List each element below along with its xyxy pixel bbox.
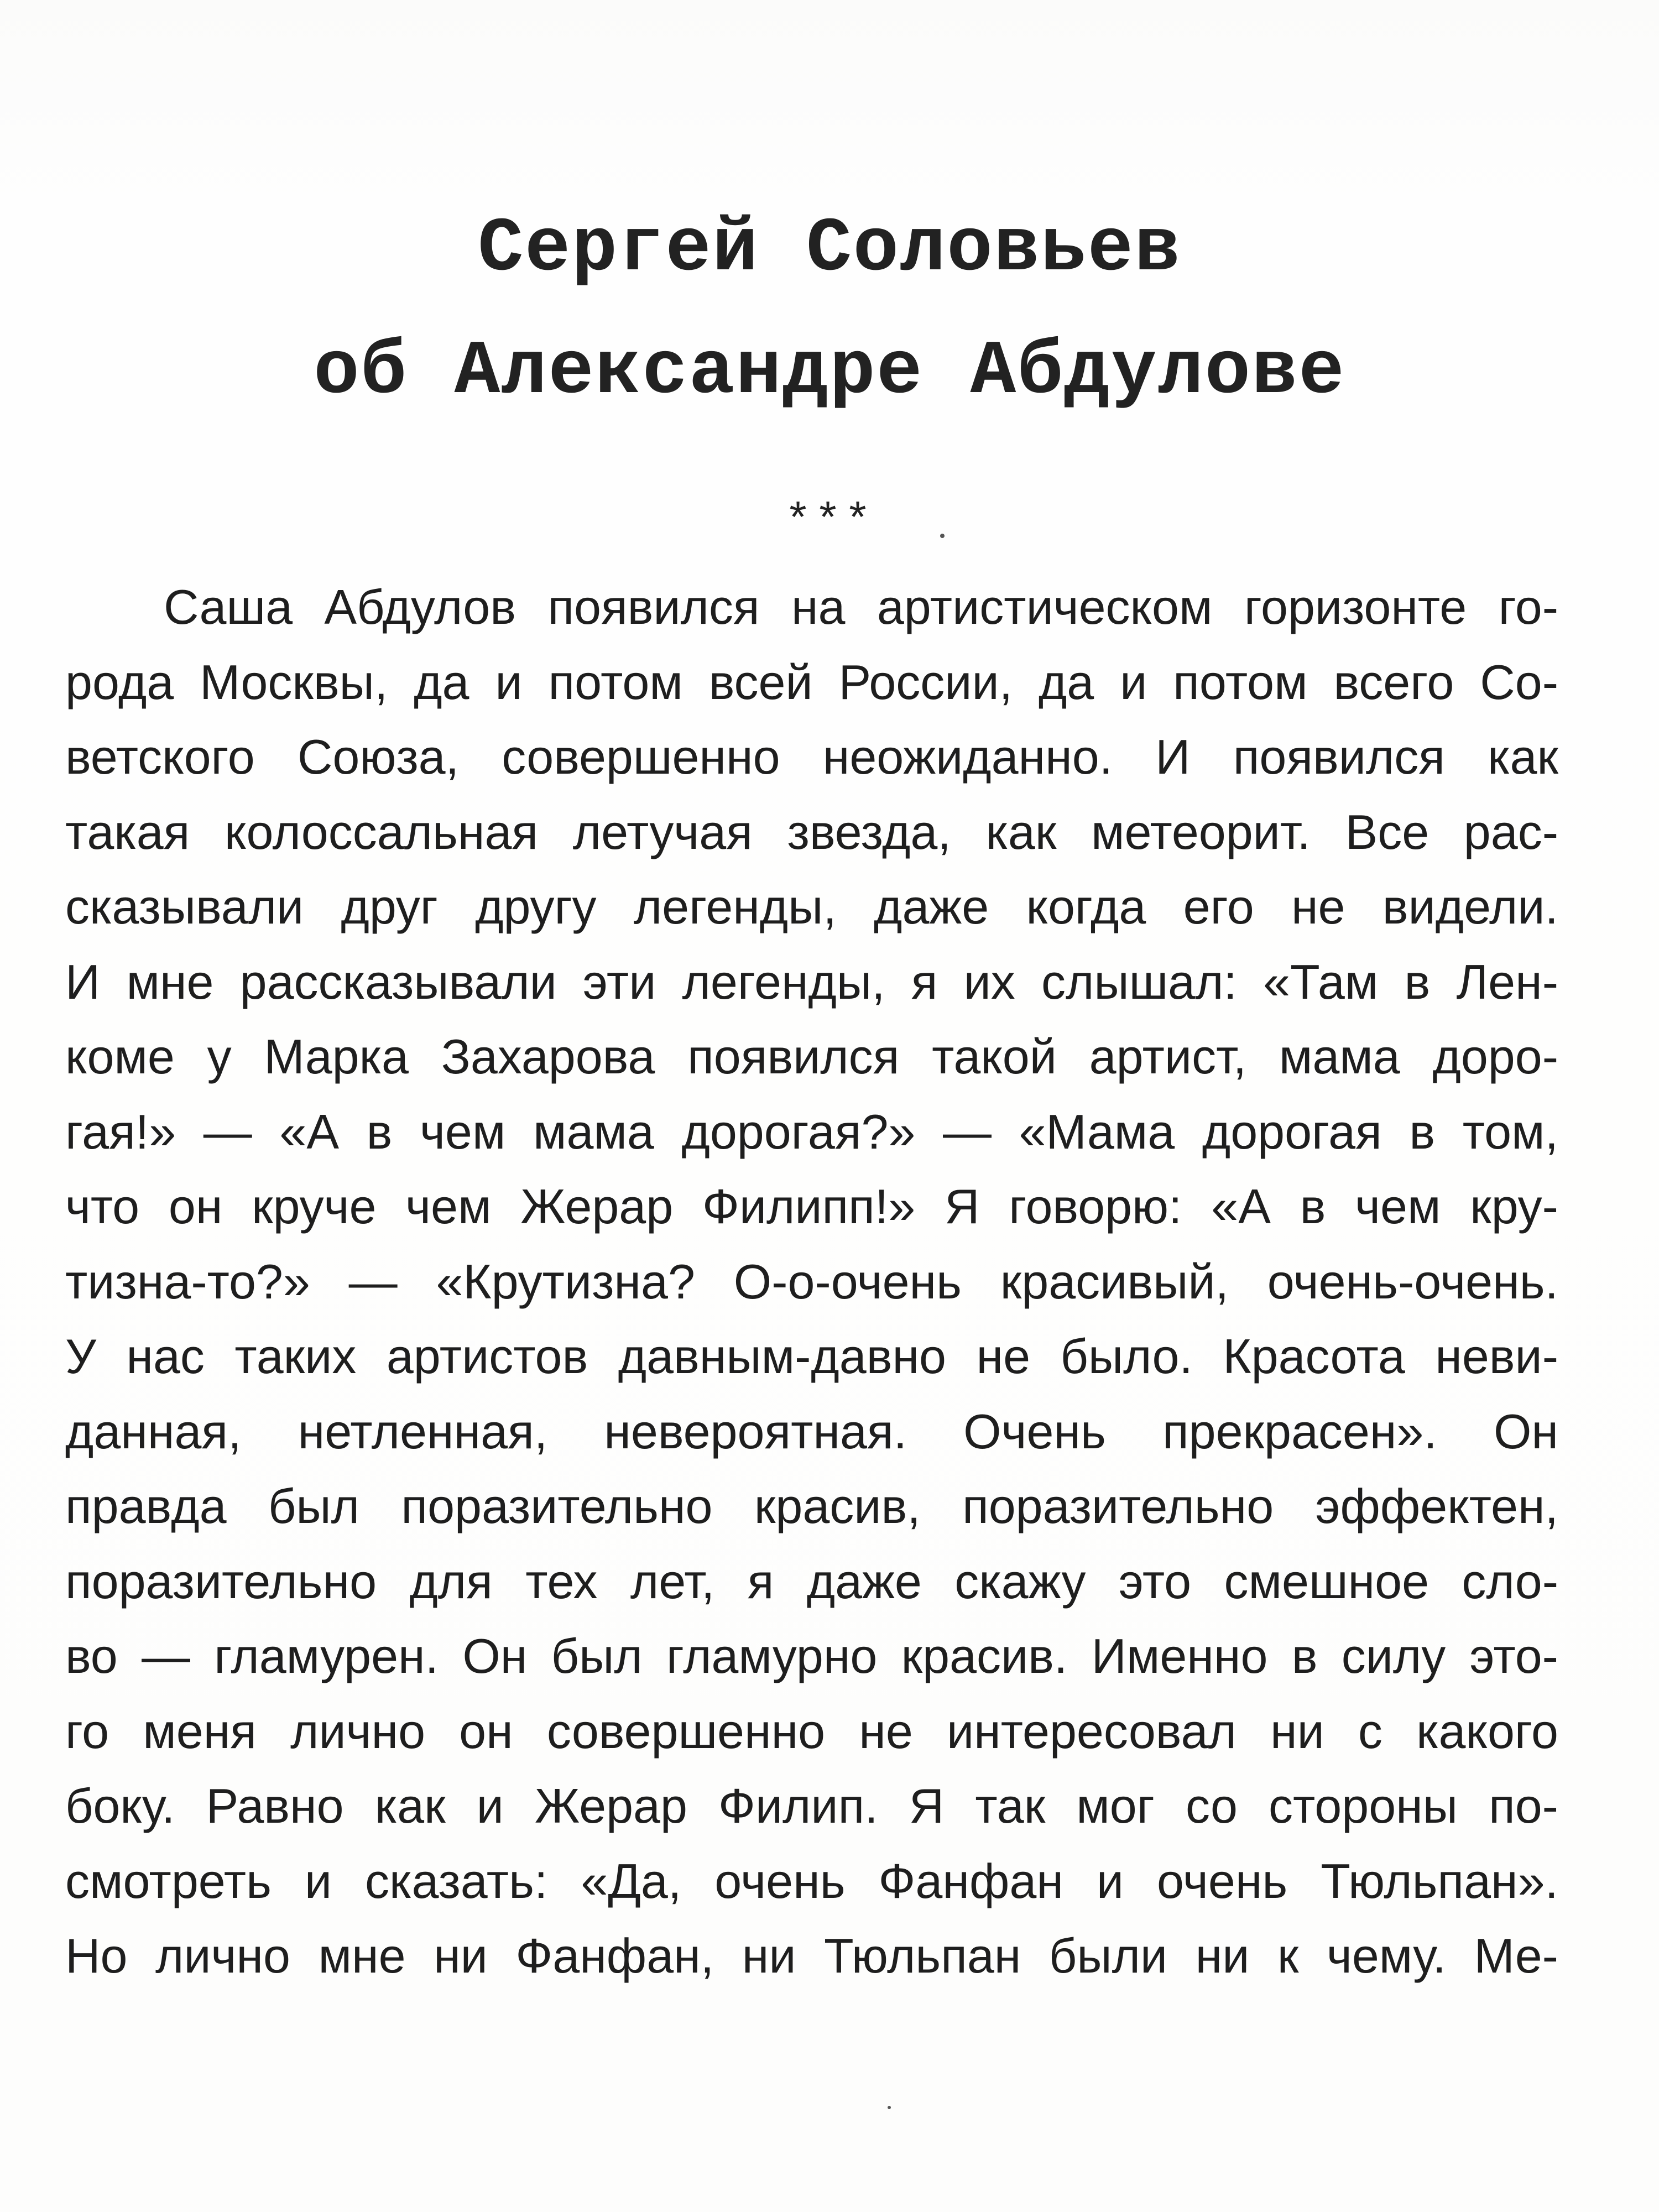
text-line: Саша Абдулов появился на артистическом горизонте го- (164, 580, 1558, 634)
paper-speck (888, 2106, 891, 2109)
body-paragraph (65, 570, 1558, 1994)
title-line-subject: об Александре Абдулове (314, 329, 1345, 415)
text-line: смотреть и сказать: «Да, очень Фанфан и очень Тюльпан». (65, 1853, 1558, 1908)
text-line: что он круче чем Жерар Филипп!» Я говорю: «А в чем кру- (65, 1179, 1558, 1234)
paper-speck (940, 534, 945, 538)
page-title (0, 188, 1659, 434)
text-line: данная, нетленная, невероятная. Очень прекрасен». Он (65, 1404, 1558, 1459)
text-line: Но лично мне ни Фанфан, ни Тюльпан были ни к чему. Ме- (65, 1928, 1558, 1983)
text-line: боку. Равно как и Жерар Филип. Я так мог со стороны по- (65, 1778, 1558, 1833)
text-line: гая!» — «А в чем мама дорогая?» — «Мама дорогая в том, (65, 1104, 1558, 1159)
section-separator: *** (784, 497, 875, 547)
text-line: ветского Союза, совершенно неожиданно. И появился как (65, 729, 1558, 784)
text-line: рода Москвы, да и потом всей России, да и потом всего Со- (65, 654, 1558, 709)
text-line: во — гламурен. Он был гламурно красив. Именно в силу это- (65, 1629, 1558, 1683)
text-line: правда был поразительно красив, поразительно эффектен, (65, 1479, 1558, 1533)
text-line: коме у Марка Захарова появился такой артист, мама доро- (65, 1029, 1558, 1084)
text-line: поразительно для тех лет, я даже скажу это смешное сло- (65, 1553, 1558, 1609)
text-line: сказывали друг другу легенды, даже когда его не видели. (65, 879, 1558, 934)
title-line-author: Сергей Соловьев (477, 206, 1182, 293)
text-line: У нас таких артистов давным-давно не было. Красота неви- (65, 1329, 1558, 1384)
text-line: го меня лично он совершенно не интересовал ни с какого (65, 1703, 1558, 1759)
text-line: тизна-то?» — «Крутизна? О-о-очень красивый, очень-очень. (65, 1254, 1558, 1309)
text-line: такая колоссальная летучая звезда, как метеорит. Все рас- (65, 804, 1558, 859)
text-line: И мне рассказывали эти легенды, я их слышал: «Там в Лен- (65, 954, 1558, 1009)
